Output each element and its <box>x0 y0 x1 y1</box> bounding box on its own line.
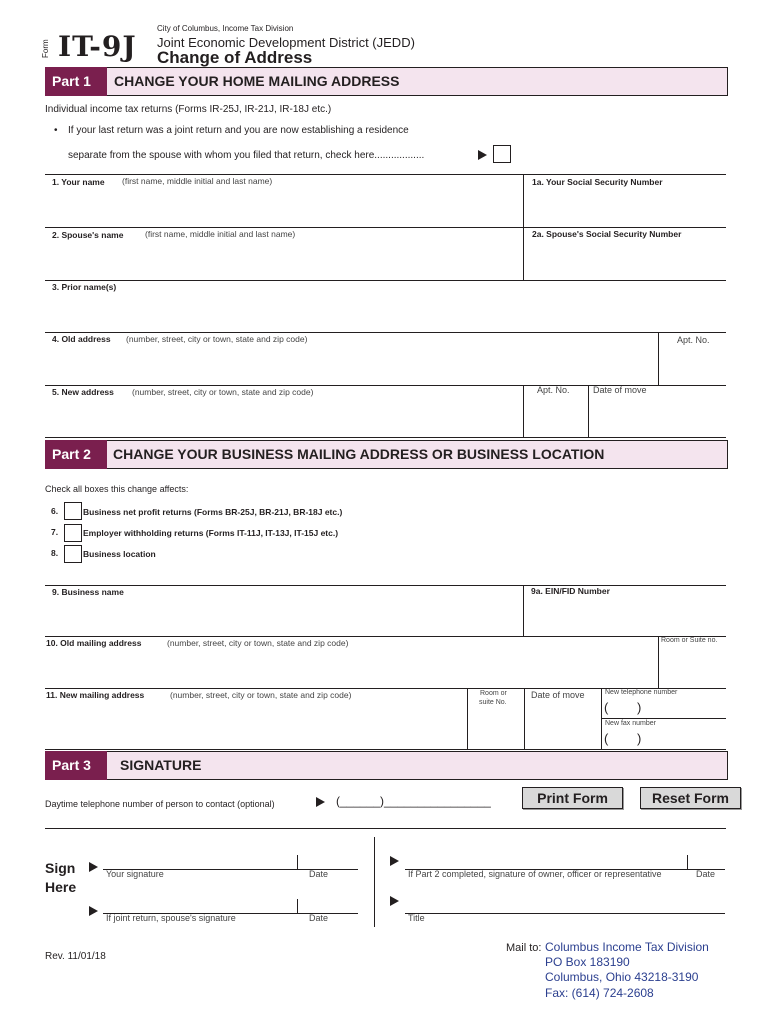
sign-label: Sign <box>45 860 76 876</box>
part2-title: CHANGE YOUR BUSINESS MAILING ADDRESS OR BUSINESS LOCATION <box>113 446 605 462</box>
new-move-date-label: Date of move <box>531 690 585 700</box>
tel-paren-open: ( <box>604 700 609 715</box>
divider <box>687 855 688 869</box>
revision-date: Rev. 11/01/18 <box>45 951 106 962</box>
option7-label: Employer withholding returns (Forms IT-11J, IT-13J, IT-15J etc.) <box>83 528 339 538</box>
joint-return-checkbox[interactable] <box>493 145 511 163</box>
part1-bullet: • <box>54 125 58 136</box>
business-name-label: 9. Business name <box>52 587 124 597</box>
fax-paren-close: ) <box>637 731 642 746</box>
spouse-date-label: Date <box>309 913 329 923</box>
part1-title: CHANGE YOUR HOME MAILING ADDRESS <box>114 73 400 89</box>
spouse-name-input[interactable] <box>45 241 522 277</box>
here-label: Here <box>45 879 77 895</box>
new-address-hint: (number, street, city or town, state and zip code) <box>132 387 314 397</box>
withholding-checkbox[interactable] <box>64 524 82 542</box>
new-apt-label: Apt. No. <box>537 385 570 395</box>
your-name-hint: (first name, middle initial and last name) <box>122 176 273 186</box>
divider <box>45 828 726 829</box>
business-profit-checkbox[interactable] <box>64 502 82 520</box>
owner-date-label: Date <box>696 869 716 879</box>
business-location-checkbox[interactable] <box>64 545 82 563</box>
divider <box>374 837 375 927</box>
part1-intro: Individual income tax returns (Forms IR-25J, IR-21J, IR-18J etc.) <box>45 104 332 115</box>
new-room-label-2: suite No. <box>479 699 507 706</box>
business-name-input[interactable] <box>45 599 521 633</box>
new-tel-input[interactable] <box>611 700 726 716</box>
title-label: Title <box>408 913 425 923</box>
tel-paren-close: ) <box>637 700 642 715</box>
your-signature-input[interactable] <box>103 852 295 868</box>
new-room-label-1: Room or <box>480 690 507 697</box>
your-date-label: Date <box>309 869 329 879</box>
arrow-icon <box>390 896 399 906</box>
owner-signature-input[interactable] <box>405 852 685 868</box>
arrow-icon <box>89 862 98 872</box>
divider <box>45 585 726 586</box>
your-name-input[interactable] <box>45 188 522 224</box>
old-mailing-label: 10. Old mailing address <box>46 638 142 648</box>
ein-input[interactable] <box>524 599 726 633</box>
new-address-label: 5. New address <box>52 387 114 397</box>
mail-address-line2: PO Box 183190 <box>545 955 630 969</box>
new-move-date-input[interactable] <box>525 704 599 746</box>
divider <box>45 174 726 175</box>
spouse-signature-label: If joint return, spouse's signature <box>106 913 236 923</box>
prior-names-label: 3. Prior name(s) <box>52 282 117 292</box>
option6-label: Business net profit returns (Forms BR-25J, BR-21J, BR-18J etc.) <box>83 507 343 517</box>
ein-label: 9a. EIN/FID Number <box>531 586 610 596</box>
divider <box>45 749 726 750</box>
print-form-button[interactable]: Print Form <box>522 787 623 809</box>
district-name: Joint Economic Development District (JEDD) <box>157 35 415 50</box>
agency-name: City of Columbus, Income Tax Division <box>157 24 294 33</box>
move-date-input[interactable] <box>589 399 726 433</box>
old-mailing-input[interactable] <box>45 650 656 684</box>
fax-paren-open: ( <box>604 731 609 746</box>
divider <box>45 280 726 281</box>
mail-address-line3: Columbus, Ohio 43218-3190 <box>545 970 699 984</box>
form-word: Form <box>41 39 50 58</box>
divider <box>601 688 602 750</box>
spouse-name-hint: (first name, middle initial and last name) <box>145 229 296 239</box>
form-id: IT-9J <box>58 30 137 63</box>
daytime-phone-input[interactable]: (______)________________ <box>336 794 491 808</box>
old-mailing-hint: (number, street, city or town, state and zip code) <box>167 638 349 648</box>
old-address-hint: (number, street, city or town, state and zip code) <box>126 334 308 344</box>
arrow-icon <box>89 906 98 916</box>
old-address-label: 4. Old address <box>52 334 111 344</box>
part3-tag: Part 3 <box>45 751 107 780</box>
new-fax-input[interactable] <box>611 731 726 747</box>
daytime-phone-label: Daytime telephone number of person to contact (optional) <box>45 799 275 809</box>
joint-return-line1: If your last return was a joint return and you are now establishing a residence <box>68 125 409 136</box>
mail-address-line1: Columbus Income Tax Division <box>545 940 709 954</box>
spouse-ssn-input[interactable] <box>524 241 726 277</box>
divider <box>45 437 726 438</box>
your-ssn-input[interactable] <box>524 188 726 224</box>
part1-tag: Part 1 <box>45 67 107 96</box>
option6-num: 6. <box>51 506 59 516</box>
spouse-signature-input[interactable] <box>103 896 295 912</box>
old-room-input[interactable] <box>659 650 726 684</box>
part2-tag: Part 2 <box>45 440 107 469</box>
arrow-icon <box>390 856 399 866</box>
divider <box>45 332 726 333</box>
spouse-name-label: 2. Spouse's name <box>52 230 124 240</box>
divider <box>297 855 298 869</box>
old-apt-input[interactable] <box>659 348 726 382</box>
your-name-label: 1. Your name <box>52 177 105 187</box>
part3-title: SIGNATURE <box>120 757 202 773</box>
old-apt-label: Apt. No. <box>677 335 710 345</box>
title-input[interactable] <box>405 896 725 912</box>
new-apt-input[interactable] <box>524 399 586 433</box>
new-tel-label: New telephone number <box>605 689 678 696</box>
check-all-text: Check all boxes this change affects: <box>45 484 189 494</box>
reset-form-button[interactable]: Reset Form <box>640 787 741 809</box>
new-room-input[interactable] <box>468 710 523 746</box>
your-signature-label: Your signature <box>106 869 164 879</box>
arrow-icon <box>316 797 325 807</box>
prior-names-input[interactable] <box>45 294 726 330</box>
old-address-input[interactable] <box>45 346 656 382</box>
option8-label: Business location <box>83 549 156 559</box>
arrow-icon <box>478 150 487 160</box>
divider <box>45 636 726 637</box>
spouse-ssn-label: 2a. Spouse's Social Security Number <box>532 229 682 239</box>
mail-fax: Fax: (614) 724-2608 <box>545 986 654 1000</box>
new-fax-label: New fax number <box>605 720 656 727</box>
form-title: Change of Address <box>157 48 313 67</box>
move-date-label: Date of move <box>593 385 647 395</box>
new-mailing-label: 11. New mailing address <box>46 690 145 700</box>
option8-num: 8. <box>51 548 59 558</box>
mail-to-label: Mail to: <box>506 942 542 954</box>
divider <box>601 718 726 719</box>
new-mailing-input[interactable] <box>45 702 465 746</box>
your-ssn-label: 1a. Your Social Security Number <box>532 177 663 187</box>
new-mailing-hint: (number, street, city or town, state and zip code) <box>170 690 352 700</box>
option7-num: 7. <box>51 527 59 537</box>
joint-return-line2: separate from the spouse with whom you filed that return, check here.................. <box>68 150 425 161</box>
divider <box>297 899 298 913</box>
divider <box>45 227 726 228</box>
owner-signature-label: If Part 2 completed, signature of owner, officer or representative <box>408 869 662 879</box>
new-address-input[interactable] <box>45 399 521 433</box>
divider <box>405 913 725 914</box>
old-room-label: Room or Suite no. <box>661 637 718 644</box>
